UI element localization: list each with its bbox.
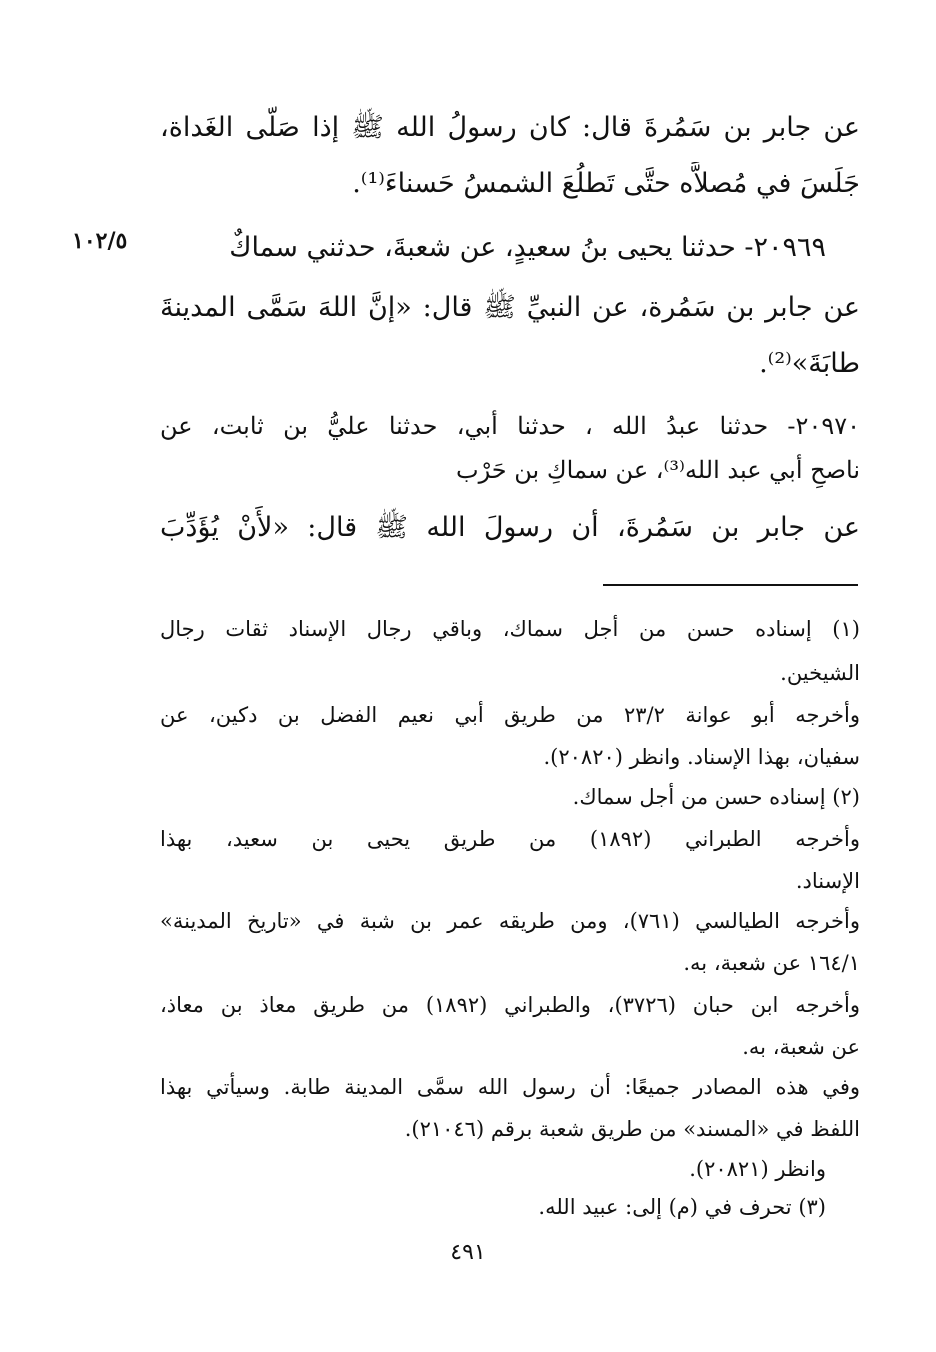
footnote-line: ١٦٤/١ عن شعبة، به. <box>683 951 860 975</box>
footnote-line: سفيان، بهذا الإسناد. وانظر (٢٠٨٢٠). <box>543 745 860 769</box>
footnote-line: وأخرجه ابن حبان (٣٧٢٦)، والطبراني (١٨٩٢) من طريق معاذ بن معاذ، <box>160 993 860 1017</box>
footnote-line: الإسناد. <box>795 869 860 893</box>
main-text-line-5: طابَةَ»⁽²⁾. <box>759 348 860 379</box>
footnote-line: عن شعبة، به. <box>742 1035 860 1059</box>
hadith-20970-header: ٢٠٩٧٠- حدثنا عبدُ الله ، حدثنا أبي، حدثنا عليُّ بن ثابت، عن <box>160 412 860 440</box>
footnote-separator <box>603 584 858 586</box>
main-text-line-8: عن جابر بن سَمُرةَ، أن رسولَ الله ﷺ قال: «لأَنْ يُؤَدِّبَ <box>160 512 860 543</box>
footnote-line: اللفظ في «المسند» من طريق شعبة برقم (٢١٠٤٦). <box>404 1117 860 1141</box>
main-text-line-1: عن جابر بن سَمُرةَ قال: كان رسولُ الله ﷺ إذا صَلَّى الغَداة، <box>160 112 860 143</box>
hadith-20969-header: ٢٠٩٦٩- حدثنا يحيى بنُ سعيدٍ، عن شعبةَ، حدثني سماكٌ <box>229 232 826 263</box>
footnote-line: الشيخين. <box>780 661 860 685</box>
footnote-line: وأخرجه الطيالسي (٧٦١)، ومن طريقه عمر بن شبة في «تاريخ المدينة» <box>160 909 860 933</box>
footnote-line: وفي هذه المصادر جميعًا: أن رسول الله سمَّى المدينة طابة. وسيأتي بهذا <box>160 1075 860 1099</box>
main-text-line-2: جَلَسَ في مُصلاَّه حتَّى تَطلُعَ الشمسُ حَسناءَ⁽¹⁾. <box>352 168 860 199</box>
main-text-line-4: عن جابر بن سَمُرة، عن النبيِّ ﷺ قال: «إنَّ اللهَ سَمَّى المدينةَ <box>160 292 860 323</box>
footnote-line: (٣) تحرف في (م) إلى: عبيد الله. <box>538 1195 826 1219</box>
footnote-line: وانظر (٢٠٨٢١). <box>689 1157 826 1181</box>
page-number: ٤٩١ <box>450 1240 486 1265</box>
footnote-line: وأخرجه أبو عوانة ٢٣/٢ من طريق أبي نعيم الفضل بن دكين، عن <box>160 703 860 727</box>
hadith-20970-chain: ناصحِ أبي عبد الله⁽³⁾، عن سماكِ بن حَرْب <box>455 456 860 484</box>
footnote-line: (٢) إسناده حسن من أجل سماك. <box>572 785 860 809</box>
margin-volume-page-ref: ١٠٢/٥ <box>72 228 128 254</box>
footnote-line: وأخرجه الطبراني (١٨٩٢) من طريق يحيى بن سعيد، بهذا <box>160 827 860 851</box>
footnote-line: (١) إسناده حسن من أجل سماك، وباقي رجال الإسناد ثقات رجال <box>160 617 860 641</box>
